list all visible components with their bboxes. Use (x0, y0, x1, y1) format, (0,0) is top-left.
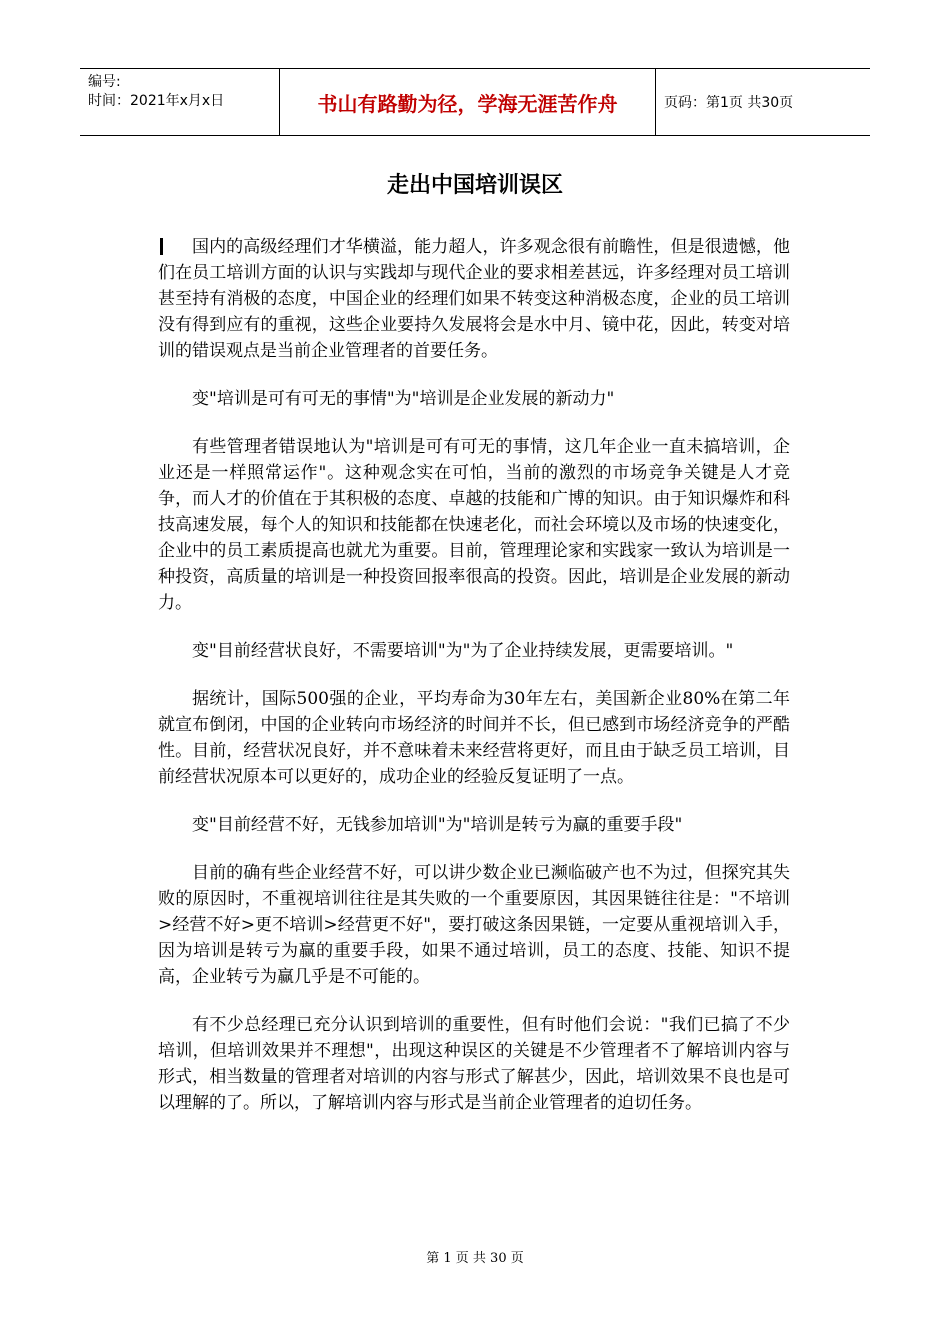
page-footer: 第 1 页 共 30 页 (426, 1251, 524, 1266)
section-heading: 变"目前经营不好，无钱参加培训"为"培训是转亏为赢的重要手段" (192, 815, 683, 835)
doc-date: 时间：2021年x月x日 (88, 93, 225, 109)
section-heading: 变"培训是可有可无的事情"为"培训是企业发展的新动力" (192, 389, 615, 409)
header-page-cell (656, 69, 870, 135)
header-motto-cell (280, 69, 656, 135)
page-title: 走出中国培训误区 (386, 173, 563, 198)
section-heading: 变"目前经营状良好，不需要培训"为"为了企业持续发展，更需要培训。" (192, 641, 734, 661)
paragraph: 国内的高级经理们才华横溢，能力超人，许多观念很有前瞻性，但是很遗憾，他们在员工培训方面的认识与实践却与现代企业的要求相差甚远，许多经理对员工培训甚至持有消极的态度，中国企业的经理们如果不转变这种消极态度，企业的员工培训没有得到应有的重视，这些企业要持久发展将会是水中月、镜中花，因此，转变对培训的错误观点是当前企业管理者的首要任务。 (158, 237, 790, 361)
paragraph: 有不少总经理已充分认识到培训的重要性，但有时他们会说："我们已搞了不少培训，但培训效果并不理想"，出现这种误区的关键是不少管理者不了解培训内容与形式，相当数量的管理者对培训的内容与形式了解甚少，因此，培训效果不良也是可以理解的了。所以，了解培训内容与形式是当前企业管理者的迫切任务。 (158, 1015, 790, 1113)
paragraph: 有些管理者错误地认为"培训是可有可无的事情，这几年企业一直未搞培训，企业还是一样照常运作"。这种观念实在可怕，当前的激烈的市场竞争关键是人才竞争，而人才的价值在于其积极的态度、卓越的技能和广博的知识。由于知识爆炸和科技高速发展，每个人的知识和技能都在快速老化，而社会环境以及市场的快速变化，企业中的员工素质提高也就尤为重要。目前，管理理论家和实践家一致认为培训是一种投资，高质量的培训是一种投资回报率很高的投资。因此，培训是企业发展的新动力。 (158, 437, 790, 613)
header-motto: 书山有路勤为径，学海无涯苦作舟 (317, 91, 618, 116)
header-table (80, 68, 870, 136)
header-meta-cell (80, 69, 280, 135)
paragraph: 目前的确有些企业经营不好，可以讲少数企业已濒临破产也不为过，但探究其失败的原因时，不重视培训往往是其失败的一个重要原因，其因果链往往是："不培训>经营不好>更不培训>经营更不好"，要打破这条因果链，一定要从重视培训入手，因为培训是转亏为赢的重要手段，如果不通过培训，员工的态度、技能、知识不提高，企业转亏为赢几乎是不可能的。 (158, 863, 790, 987)
paragraph: 据统计，国际500强的企业，平均寿命为30年左右，美国新企业80%在第二年就宣布倒闭，中国的企业转向市场经济的时间并不长，但已感到市场经济竞争的严酷性。目前，经营状况良好，并不意味着未来经营将更好，而且由于缺乏员工培训，目前经营状况原本可以更好的，成功企业的经验反复证明了一点。 (158, 689, 790, 787)
header-page-info: 页码：第1页 共30页 (664, 95, 794, 111)
doc-number-label: 编号: (88, 74, 121, 90)
document-body (158, 234, 790, 1138)
